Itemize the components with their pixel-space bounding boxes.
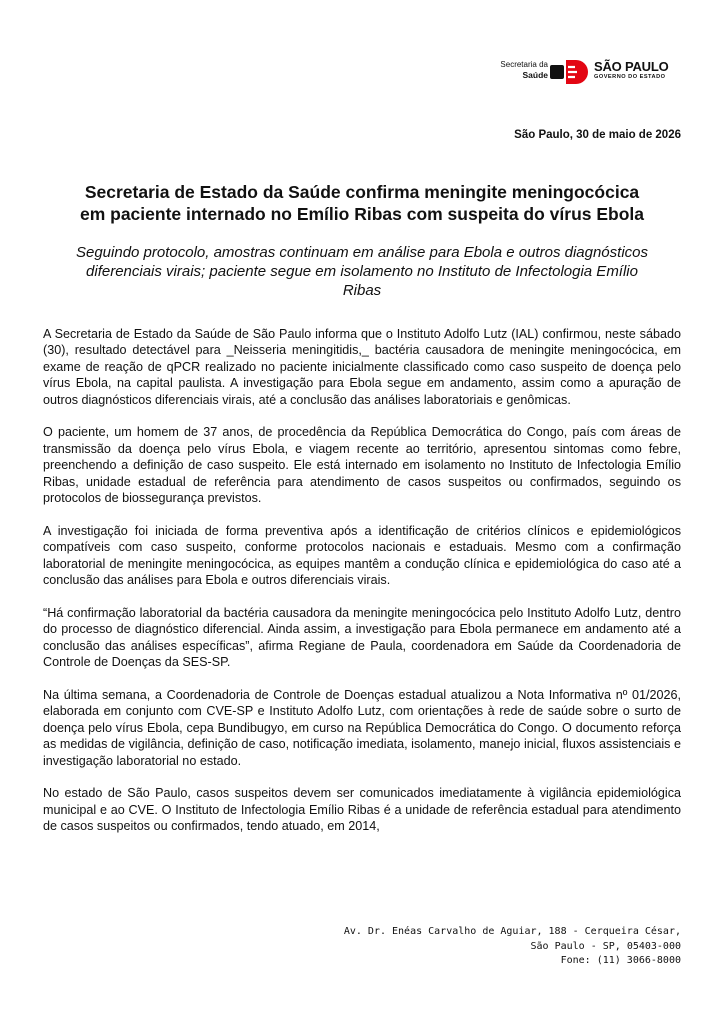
logo-secretaria-text (490, 60, 548, 80)
logo-governo-text: GOVERNO DO ESTADO (594, 74, 666, 80)
footer-address-line1: Av. Dr. Enéas Carvalho de Aguiar, 188 - Cerqueira César, (343, 926, 681, 937)
headline-line2: em paciente internado no Emílio Ribas com suspeita do vírus Ebola (79, 204, 645, 224)
footer-address-line2: São Paulo - SP, 05403-000 (530, 940, 681, 952)
body-text (43, 326, 681, 835)
paragraph: No estado de São Paulo, casos suspeitos devem ser comunicados imediatamente à vigilância epidemiológica municipal e ao CVE. O Instituto de Infectologia Emílio Ribas é a unidade de referência estadual para atendimento de casos suspeitos ou confirmados, tendo atuado, em 2014, (43, 786, 681, 834)
logo-secretaria-line1: Secretaria da (500, 60, 548, 69)
sp-logo-icon (550, 58, 590, 86)
headline-line1: Secretaria de Estado da Saúde confirma meningite meningocócica (84, 182, 640, 202)
footer-address (344, 925, 681, 969)
logo-secretaria-line2: Saúde (522, 70, 548, 80)
paragraph: A Secretaria de Estado da Saúde de São Paulo informa que o Instituto Adolfo Lutz (IAL) confirmou, neste sábado (30), resultado detectável para _Neisseria meningitidis,_ bactéria causadora de meningite meningocócica, em exame de reação de qPCR realizado no paciente inicialmente classificado como caso suspeito de doença pelo vírus Ebola, na capital paulista. A investigação para Ebola segue em andamento, assim como a apuração de outros diagnósticos diferenciais virais, até a conclusão das análises laboratoriais e genômicas. (43, 327, 681, 407)
subheadline: Seguindo protocolo, amostras continuam em análise para Ebola e outros diagnósticos diferenciais virais; paciente segue em isolamento no Instituto de Infectologia Emílio Ribas (75, 244, 648, 299)
header-logo (490, 58, 680, 86)
paragraph: O paciente, um homem de 37 anos, de procedência da República Democrática do Congo, país com áreas de transmissão da doença pelo vírus Ebola, e viagem recente ao território, apresentou sintomas como febre, preenchendo a definição de caso suspeito. Ele está internado em isolamento no Instituto de Infectologia Emílio Ribas, unidade estadual de referência para atendimento de casos suspeitos ou confirmados, seguindo os protocolos de biossegurança previstos. (43, 425, 681, 506)
footer-phone: Fone: (11) 3066-8000 (560, 955, 681, 966)
paragraph: “Há confirmação laboratorial da bactéria causadora da meningite meningocócica pelo Instituto Adolfo Lutz, dentro do processo de diagnóstico diferencial. Ainda assim, a investigação para Ebola permanece em andamento até a conclusão das análises específicas”, afirma Regiane de Paula, coordenadora em Saúde da Coordenadoria de Controle de Doenças da SES-SP. (43, 605, 681, 670)
headline (40, 181, 684, 225)
paragraph: Na última semana, a Coordenadoria de Controle de Doenças estadual atualizou a Nota Informativa nº 01/2026, elaborada em conjunto com CVE-SP e Instituto Adolfo Lutz, com orientações à rede de saúde sobre o surto de doença pelo vírus Ebola, cepa Bundibugyo, em curso na República Democrática do Congo. O documento reforça as medidas de vigilância, definição de caso, notificação imediata, isolamento, manejo inicial, fluxos assistenciais e investigação laboratorial no estado. (43, 687, 681, 768)
logo-sao-paulo-text: SÃO PAULO (594, 59, 669, 74)
paragraph: A investigação foi iniciada de forma preventiva após a identificação de critérios clínicos e epidemiológicos compatíveis com caso suspeito, conforme protocolos nacionais e estaduais. Mesmo com a confirmação laboratorial de meningite meningocócica, as equipes mantêm a condução clínica e epidemiológica do caso até a conclusão das análises para Ebola e outros diferenciais virais. (43, 523, 681, 588)
release-date: São Paulo, 30 de maio de 2026 (514, 129, 681, 141)
